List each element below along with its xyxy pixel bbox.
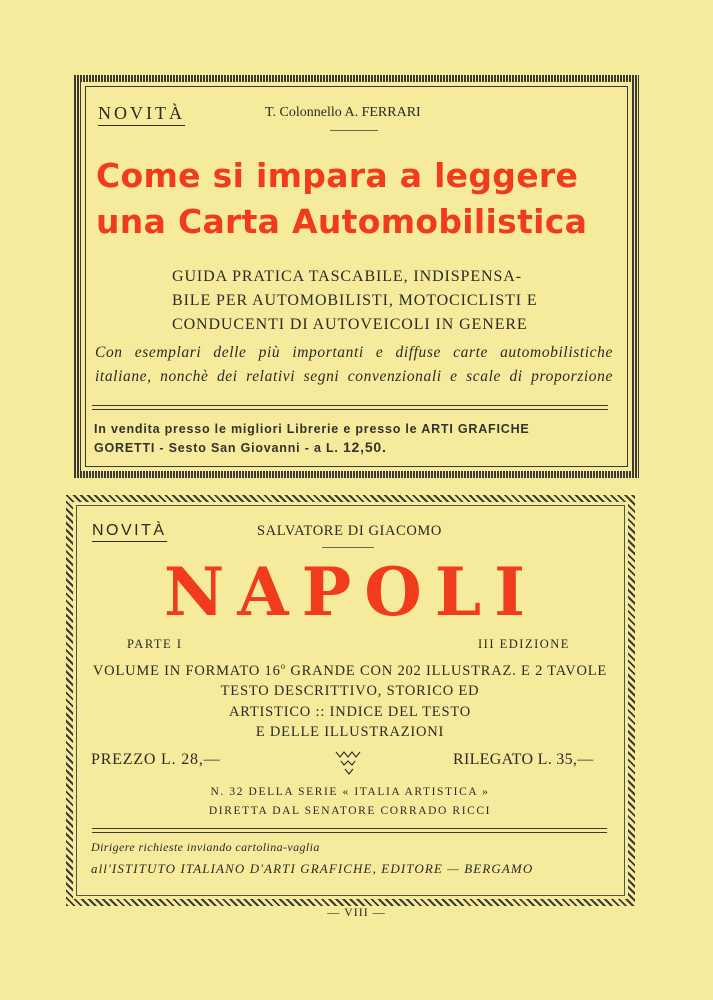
ad-bottom-series-line-2: DIRETTA DAL SENATORE CORRADO RICCI bbox=[208, 805, 492, 817]
ad-bottom-price: PREZZO L. 28,— bbox=[91, 751, 221, 768]
ad-top-sale-place: GORETTI - Sesto San Giovanni - a L. bbox=[94, 441, 343, 455]
ad-bottom-volume-post: GRANDE CON 202 ILLUSTRAZ. E 2 TAVOLE bbox=[285, 662, 608, 679]
ad-top-novita-label: NOVITÀ bbox=[98, 103, 185, 124]
ad-bottom-order-instructions: Dirigere richieste inviando cartolina-vaglia bbox=[91, 840, 320, 854]
ad-bottom-author-rule bbox=[322, 547, 374, 548]
ad-top-author-rule bbox=[330, 130, 378, 131]
ad-top-title-line-1: Come si impara a leggere bbox=[96, 156, 579, 195]
ad-bottom-publisher: all'ISTITUTO ITALIANO D'ARTI GRAFICHE, EDITORE — BERGAMO bbox=[91, 861, 534, 876]
ad-top-sale-price: 12,50. bbox=[342, 439, 387, 455]
ad-bottom-edizione: III EDIZIONE bbox=[478, 637, 570, 651]
ad-bottom-series-line-1: N. 32 DELLA SERIE « ITALIA ARTISTICA » bbox=[210, 786, 490, 798]
ad-bottom-bound-price: RILEGATO L. 35,— bbox=[453, 751, 594, 768]
ad-top-divider-thin bbox=[92, 409, 608, 410]
page-number: — VIII — bbox=[327, 905, 386, 919]
ad-top-sale-line-1: In vendita presso le migliori Librerie e presso le ARTI GRAFICHE bbox=[94, 422, 530, 436]
ad-bottom-volume-line-2: TESTO DESCRITTIVO, STORICO ED bbox=[220, 683, 480, 700]
ad-top-title-line-2: una Carta Automobilistica bbox=[96, 202, 588, 241]
ad-top-description-line: GUIDA PRATICA TASCABILE, INDISPENSA- bbox=[172, 268, 522, 285]
ad-bottom-title: NAPOLI bbox=[164, 553, 538, 631]
ad-bottom-volume-info bbox=[90, 656, 610, 743]
ad-bottom-volume-degree: o bbox=[280, 661, 286, 671]
ad-top-description-line: BILE PER AUTOMOBILISTI, MOTOCICLISTI E bbox=[172, 292, 538, 309]
ad-top-italic-line-2: italiane, nonchè dei relativi segni convenzionali e scale di proporzione bbox=[95, 368, 613, 385]
ad-top-italic-line-1: Con esemplari delle più importanti e diffuse carte automobilistiche bbox=[95, 344, 613, 361]
ad-top-description bbox=[172, 265, 572, 337]
ad-bottom-volume-line-1 bbox=[90, 656, 610, 681]
ad-top-divider bbox=[92, 405, 608, 406]
ad-bottom-volume-line-4: E DELLE ILLUSTRAZIONI bbox=[255, 724, 445, 741]
ad-bottom-series-info bbox=[130, 783, 570, 821]
ad-top-italic-note bbox=[95, 341, 613, 389]
ad-top-sale-line-2 bbox=[94, 438, 614, 457]
ad-bottom-divider bbox=[92, 828, 607, 829]
ad-bottom-divider-thin bbox=[92, 832, 607, 833]
ornament-icon bbox=[334, 749, 364, 779]
ad-bottom-author: SALVATORE DI GIACOMO bbox=[257, 523, 442, 539]
ad-bottom-volume-line-3: ARTISTICO :: INDICE DEL TESTO bbox=[229, 703, 471, 720]
ad-top-author: T. Colonnello A. FERRARI bbox=[265, 105, 421, 120]
ad-top-sale-info bbox=[94, 420, 614, 457]
ad-bottom-volume-pre: VOLUME IN FORMATO 16 bbox=[92, 662, 281, 679]
ad-bottom-novita-label: NOVITÀ bbox=[92, 522, 167, 540]
ad-bottom-parte: PARTE I bbox=[127, 637, 183, 651]
ad-top-title bbox=[96, 153, 616, 245]
ad-top-description-line: CONDUCENTI DI AUTOVEICOLI IN GENERE bbox=[172, 316, 528, 333]
